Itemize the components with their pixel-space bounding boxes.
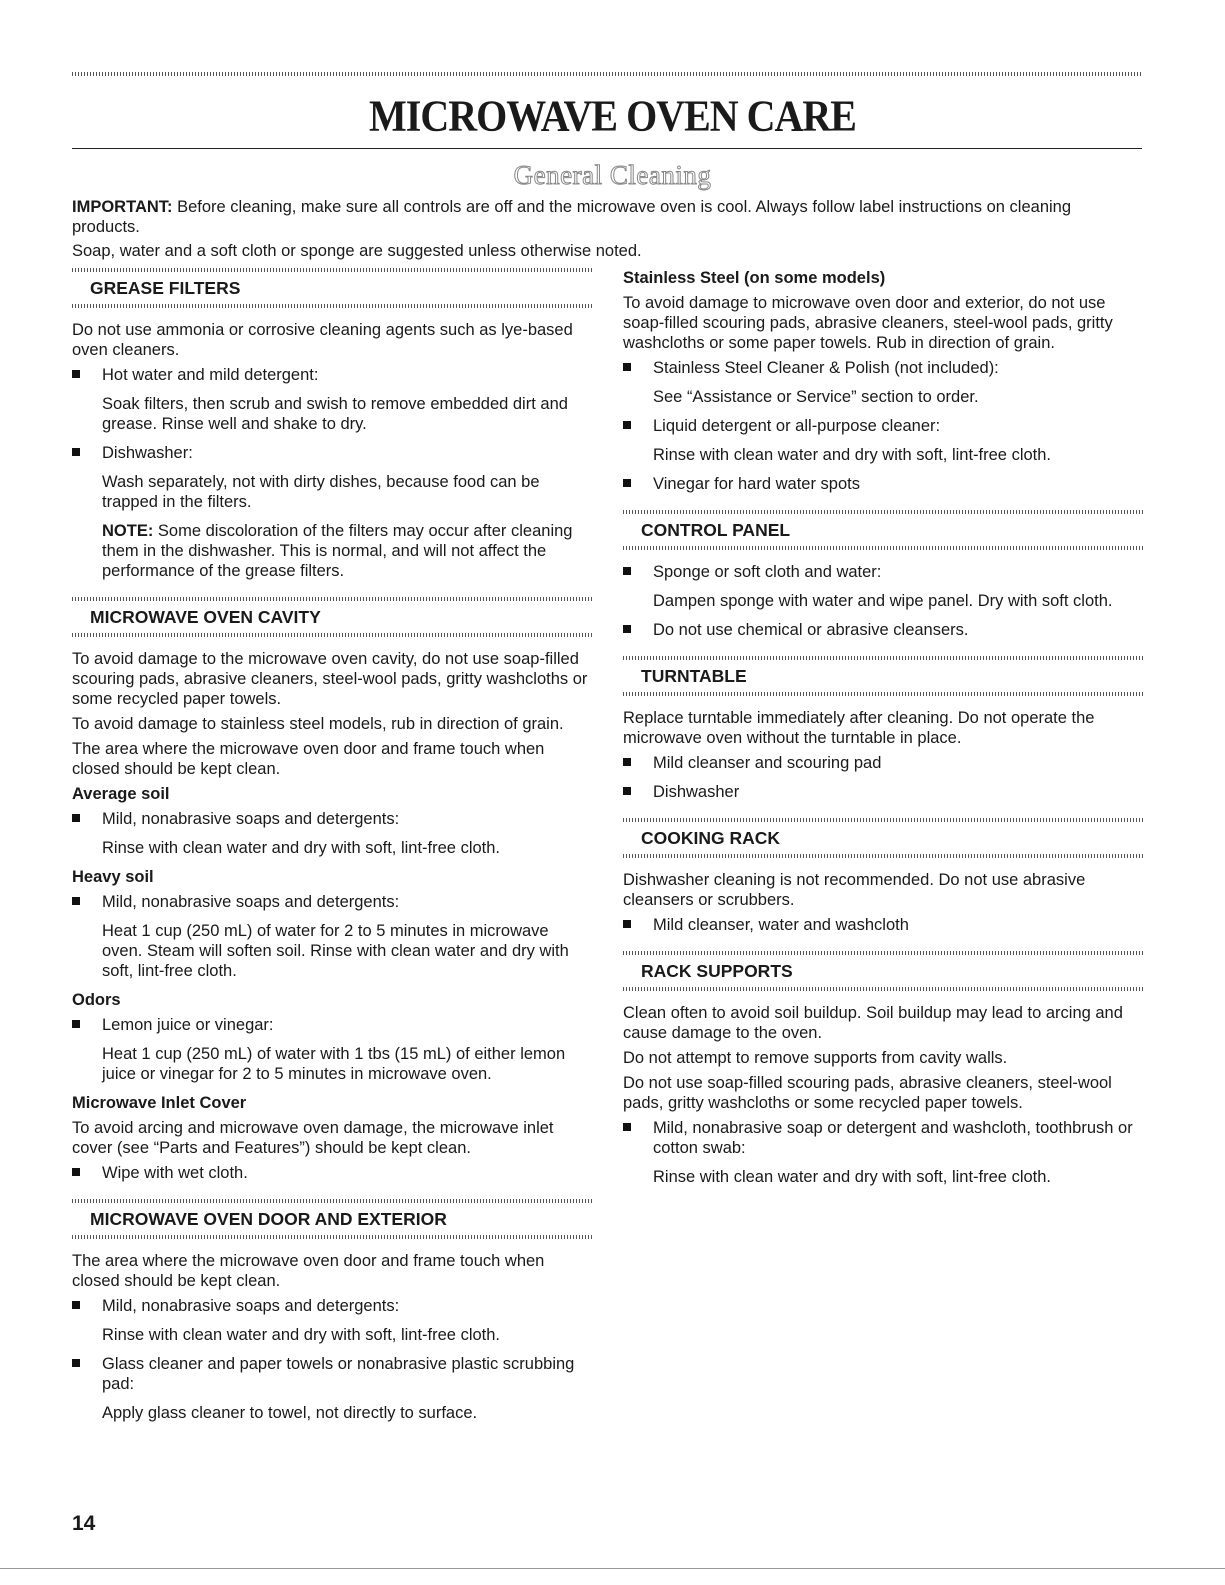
important-text: Before cleaning, make sure all controls are off and the microwave oven is cool. Always follow label instructions on cleaning products. xyxy=(72,198,1072,236)
turntable-heading: TURNTABLE xyxy=(641,666,747,686)
paragraph: Do not use ammonia or corrosive cleaning agents such as lye-based oven cleaners. xyxy=(72,321,573,359)
bullet-icon xyxy=(72,897,80,905)
inlet-cover-heading: Microwave Inlet Cover xyxy=(72,1094,247,1112)
section-heading xyxy=(623,951,1143,991)
instruction: Apply glass cleaner to towel, not directly to surface. xyxy=(102,1404,478,1422)
intro-note: Soap, water and a soft cloth or sponge are suggested unless otherwise noted. xyxy=(72,242,642,260)
left-column xyxy=(72,268,592,1439)
cooking-rack-heading: COOKING RACK xyxy=(641,828,781,848)
note-label: NOTE: xyxy=(102,522,154,540)
heavy-soil-heading: Heavy soil xyxy=(72,868,154,886)
instruction: See “Assistance or Service” section to order. xyxy=(653,388,979,406)
control-panel-heading: CONTROL PANEL xyxy=(641,520,791,540)
list-item: Glass cleaner and paper towels or nonabrasive plastic scrubbing pad: xyxy=(72,1354,592,1394)
title-rule xyxy=(72,148,1142,149)
grease-filters-section xyxy=(72,268,592,581)
cavity-heading: MICROWAVE OVEN CAVITY xyxy=(90,607,321,627)
list-item: Stainless Steel Cleaner & Polish (not included): xyxy=(623,358,1143,378)
paragraph: The area where the microwave oven door and frame touch when closed should be kept clean. xyxy=(72,740,545,778)
section-subtitle: General Cleaning xyxy=(513,160,712,190)
list-item: Wipe with wet cloth. xyxy=(72,1163,592,1183)
bullet-icon xyxy=(72,814,80,822)
important-notice xyxy=(72,197,1142,237)
section-heading xyxy=(623,818,1143,858)
odors-heading: Odors xyxy=(72,991,121,1009)
bullet-icon xyxy=(623,625,631,633)
list-item: Lemon juice or vinegar: xyxy=(72,1015,592,1035)
section-heading xyxy=(72,597,592,637)
bottom-rule xyxy=(0,1568,1225,1569)
grease-filters-heading: GREASE FILTERS xyxy=(90,278,241,298)
instruction: Rinse with clean water and dry with soft, lint-free cloth. xyxy=(102,839,501,857)
section-heading xyxy=(623,510,1143,550)
list-item: Mild, nonabrasive soap or detergent and washcloth, toothbrush or cotton swab: xyxy=(623,1118,1143,1158)
paragraph: Do not use soap-filled scouring pads, abrasive cleaners, steel-wool pads, gritty washcloths or some recycled paper towels. xyxy=(623,1074,1112,1112)
instruction: Rinse with clean water and dry with soft, lint-free cloth. xyxy=(653,446,1052,464)
list-item: Hot water and mild detergent: xyxy=(72,365,592,385)
instruction: Wash separately, not with dirty dishes, because food can be trapped in the filters. xyxy=(102,473,540,511)
bullet-icon xyxy=(623,421,631,429)
list-item: Mild, nonabrasive soaps and detergents: xyxy=(72,892,592,912)
turntable-section xyxy=(623,656,1143,802)
paragraph: The area where the microwave oven door and frame touch when closed should be kept clean. xyxy=(72,1252,545,1290)
bullet-icon xyxy=(623,1123,631,1131)
door-exterior-heading: MICROWAVE OVEN DOOR AND EXTERIOR xyxy=(90,1209,447,1229)
paragraph: To avoid damage to the microwave oven cavity, do not use soap-filled scouring pads, abrasive cleaners, steel-wool pads, gritty washcloths or some recycled paper towels. xyxy=(72,650,588,708)
cavity-section xyxy=(72,597,592,1183)
bullet-icon xyxy=(72,448,80,456)
door-exterior-section xyxy=(72,1199,592,1423)
list-item: Mild, nonabrasive soaps and detergents: xyxy=(72,809,592,829)
note-text: Some discoloration of the filters may occur after cleaning them in the dishwasher. This is normal, and will not affect the performance of the grease filters. xyxy=(102,522,573,580)
paragraph: Do not attempt to remove supports from cavity walls. xyxy=(623,1049,1008,1067)
bullet-icon xyxy=(623,920,631,928)
page-title: MICROWAVE OVEN CARE xyxy=(369,90,856,141)
paragraph: To avoid damage to stainless steel models, rub in direction of grain. xyxy=(72,715,564,733)
right-column xyxy=(623,268,1143,1203)
bullet-icon xyxy=(72,370,80,378)
filter-note xyxy=(72,521,592,581)
bullet-icon xyxy=(72,1301,80,1309)
bullet-icon xyxy=(623,479,631,487)
top-decorative-rule xyxy=(72,72,1142,76)
instruction: Heat 1 cup (250 mL) of water with 1 tbs (15 mL) of either lemon juice or vinegar for 2 to 5 minutes in microwave oven. xyxy=(102,1045,566,1083)
paragraph: To avoid damage to microwave oven door and exterior, do not use soap-filled scouring pads, abrasive cleaners, steel-wool pads, gritty washcloths or some paper towels. Rub in direction of grain. xyxy=(623,294,1113,352)
instruction: Rinse with clean water and dry with soft, lint-free cloth. xyxy=(102,1326,501,1344)
paragraph: Clean often to avoid soil buildup. Soil buildup may lead to arcing and cause damage to the oven. xyxy=(623,1004,1123,1042)
list-item: Mild cleanser, water and washcloth xyxy=(623,915,1143,935)
list-item: Dishwasher xyxy=(623,782,1143,802)
paragraph: Replace turntable immediately after cleaning. Do not operate the microwave oven without the turntable in place. xyxy=(623,709,1095,747)
list-item: Dishwasher: xyxy=(72,443,592,463)
bullet-icon xyxy=(623,363,631,371)
list-item: Sponge or soft cloth and water: xyxy=(623,562,1143,582)
instruction: Rinse with clean water and dry with soft, lint-free cloth. xyxy=(653,1168,1052,1186)
list-item: Do not use chemical or abrasive cleansers. xyxy=(623,620,1143,640)
instruction: Dampen sponge with water and wipe panel. Dry with soft cloth. xyxy=(653,592,1113,610)
average-soil-heading: Average soil xyxy=(72,785,170,803)
rack-supports-heading: RACK SUPPORTS xyxy=(641,961,793,981)
bullet-icon xyxy=(72,1359,80,1367)
control-panel-section xyxy=(623,510,1143,640)
stainless-steel-heading: Stainless Steel (on some models) xyxy=(623,269,886,287)
list-item: Mild cleanser and scouring pad xyxy=(623,753,1143,773)
intro xyxy=(72,197,1142,265)
list-item: Mild, nonabrasive soaps and detergents: xyxy=(72,1296,592,1316)
list-item: Liquid detergent or all-purpose cleaner: xyxy=(623,416,1143,436)
section-heading xyxy=(72,268,592,308)
section-heading xyxy=(623,656,1143,696)
page-number: 14 xyxy=(72,1512,96,1535)
section-heading xyxy=(72,1199,592,1239)
bullet-icon xyxy=(623,787,631,795)
cooking-rack-section xyxy=(623,818,1143,935)
instruction: Heat 1 cup (250 mL) of water for 2 to 5 minutes in microwave oven. Steam will soften soil. Rinse with clean water and dry with soft, lint-free cloth. xyxy=(102,922,569,980)
instruction: Soak filters, then scrub and swish to remove embedded dirt and grease. Rinse well and shake to dry. xyxy=(102,395,568,433)
rack-supports-section xyxy=(623,951,1143,1187)
paragraph: Dishwasher cleaning is not recommended. Do not use abrasive cleansers or scrubbers. xyxy=(623,871,1086,909)
bullet-icon xyxy=(72,1168,80,1176)
bullet-icon xyxy=(623,567,631,575)
important-label: IMPORTANT: xyxy=(72,198,173,216)
bullet-icon xyxy=(623,758,631,766)
paragraph: To avoid arcing and microwave oven damage, the microwave inlet cover (see “Parts and Features”) should be kept clean. xyxy=(72,1119,554,1157)
stainless-steel-section xyxy=(623,268,1143,494)
list-item: Vinegar for hard water spots xyxy=(623,474,1143,494)
bullet-icon xyxy=(72,1020,80,1028)
